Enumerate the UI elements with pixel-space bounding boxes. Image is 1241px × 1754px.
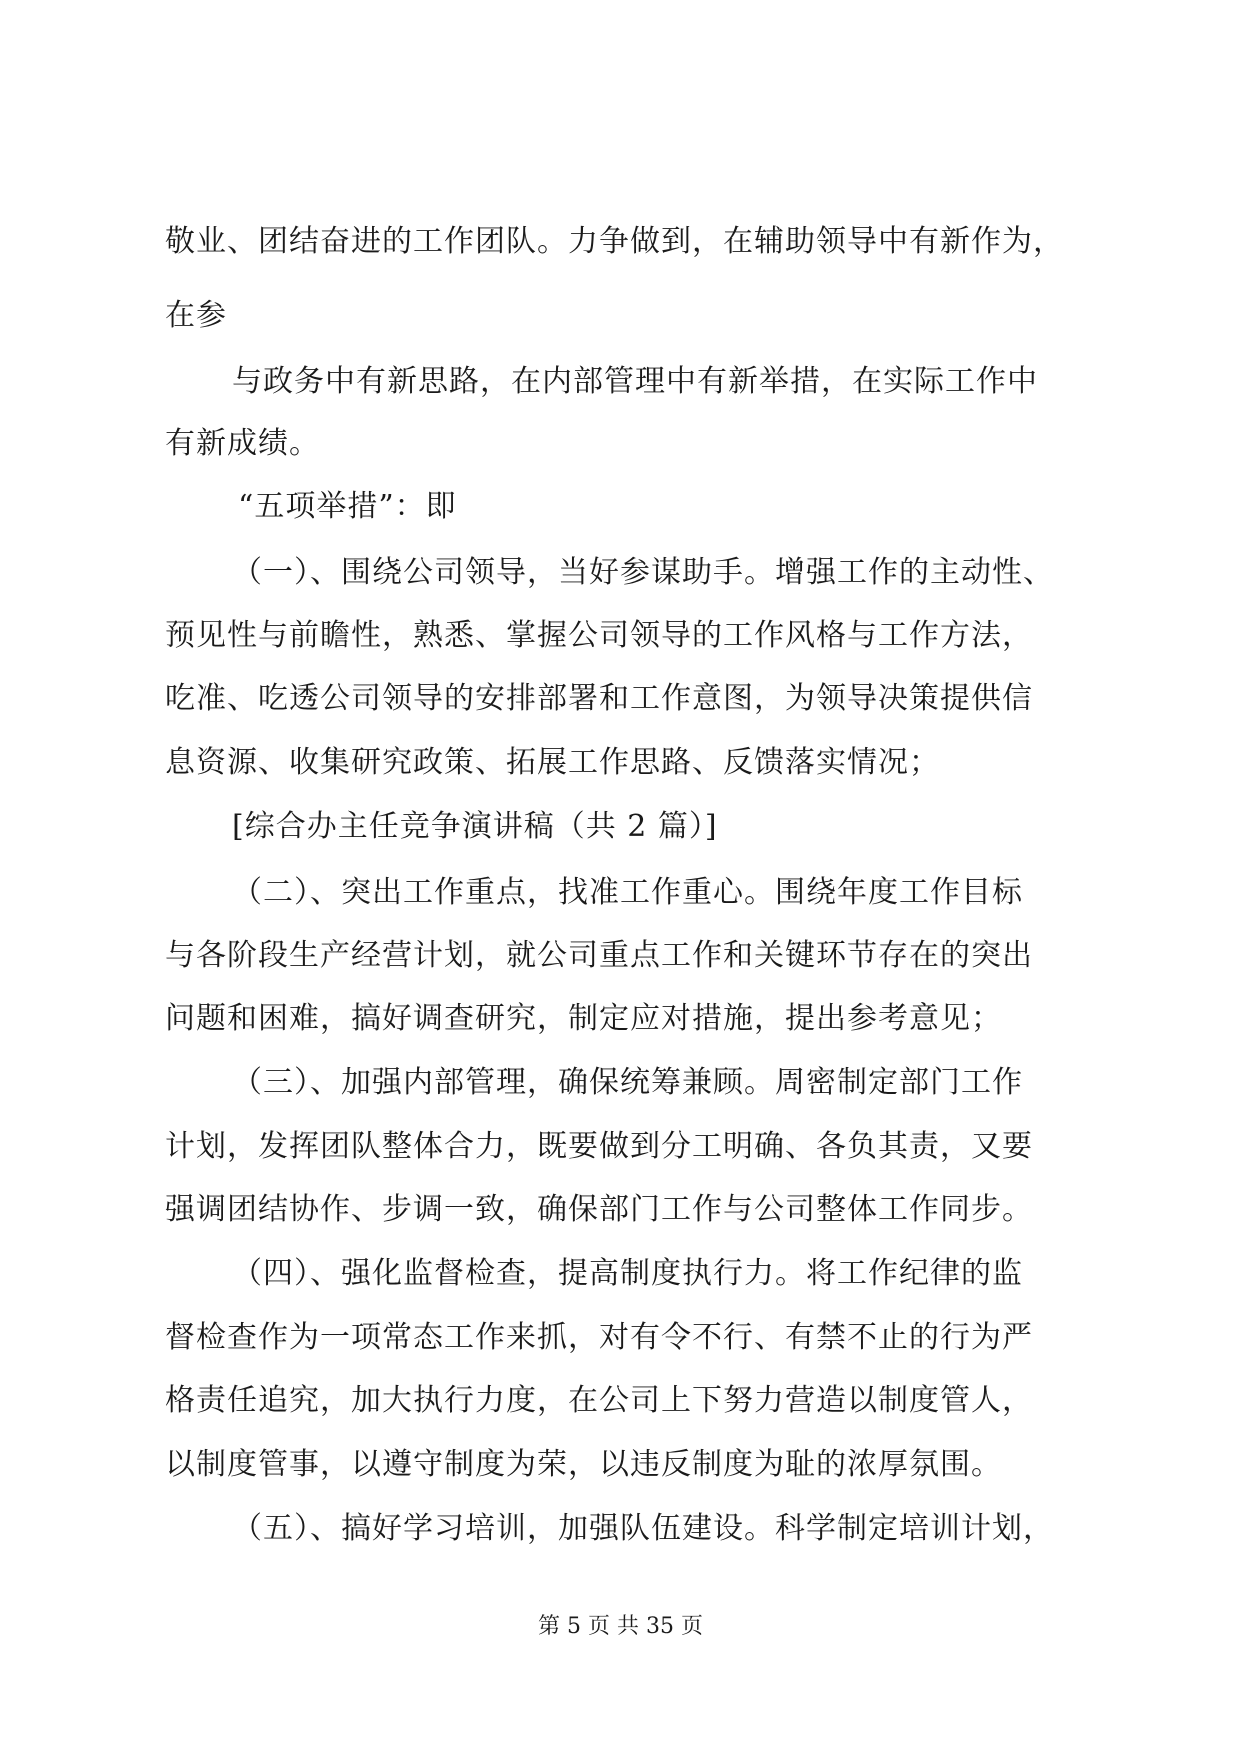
text-line: 督检查作为一项常态工作来抓，对有令不行、有禁不止的行为严 <box>165 1320 1033 1355</box>
text-line: 预见性与前瞻性，熟悉、掌握公司领导的工作风格与工作方法， <box>165 618 1033 653</box>
text-line: （二）、突出工作重点，找准工作重心。围绕年度工作目标 <box>232 875 1023 910</box>
text-line: （五）、搞好学习培训，加强队伍建设。科学制定培训计划， <box>232 1511 1054 1546</box>
text-line: 与各阶段生产经营计划，就公司重点工作和关键环节存在的突出 <box>165 938 1033 973</box>
text-line: 有新成绩。 <box>165 426 320 461</box>
text-line: （三）、加强内部管理，确保统筹兼顾。周密制定部门工作 <box>232 1065 1023 1100</box>
text-line: 以制度管事，以遵守制度为荣，以违反制度为耻的浓厚氛围。 <box>165 1447 1002 1482</box>
text-line: 敬业、团结奋进的工作团队。力争做到，在辅助领导中有新作为， <box>165 224 1064 259</box>
text-line: 强调团结协作、步调一致，确保部门工作与公司整体工作同步。 <box>165 1192 1033 1227</box>
text-line: 吃准、吃透公司领导的安排部署和工作意图，为领导决策提供信 <box>165 681 1033 716</box>
text-line: 息资源、收集研究政策、拓展工作思路、反馈落实情况； <box>165 745 940 780</box>
text-line: （四）、强化监督检查，提高制度执行力。将工作纪律的监 <box>232 1256 1023 1291</box>
text-line: 计划，发挥团队整体合力，既要做到分工明确、各负其责，又要 <box>165 1129 1033 1164</box>
text-line: 问题和困难，搞好调查研究，制定应对措施，提出参考意见； <box>165 1001 1002 1036</box>
page-number-footer: 第 5 页 共 35 页 <box>538 1614 703 1639</box>
text-line: [综合办主任竞争演讲稿（共 2 篇）] <box>232 809 718 844</box>
text-line: 格责任追究，加大执行力度，在公司上下努力营造以制度管人， <box>165 1383 1033 1418</box>
text-line: 与政务中有新思路，在内部管理中有新举措，在实际工作中 <box>232 364 1038 399</box>
text-line: “五项举措”：即 <box>238 489 457 524</box>
text-line: 在参 <box>165 298 227 333</box>
text-line: （一）、围绕公司领导，当好参谋助手。增强工作的主动性、 <box>232 555 1054 590</box>
